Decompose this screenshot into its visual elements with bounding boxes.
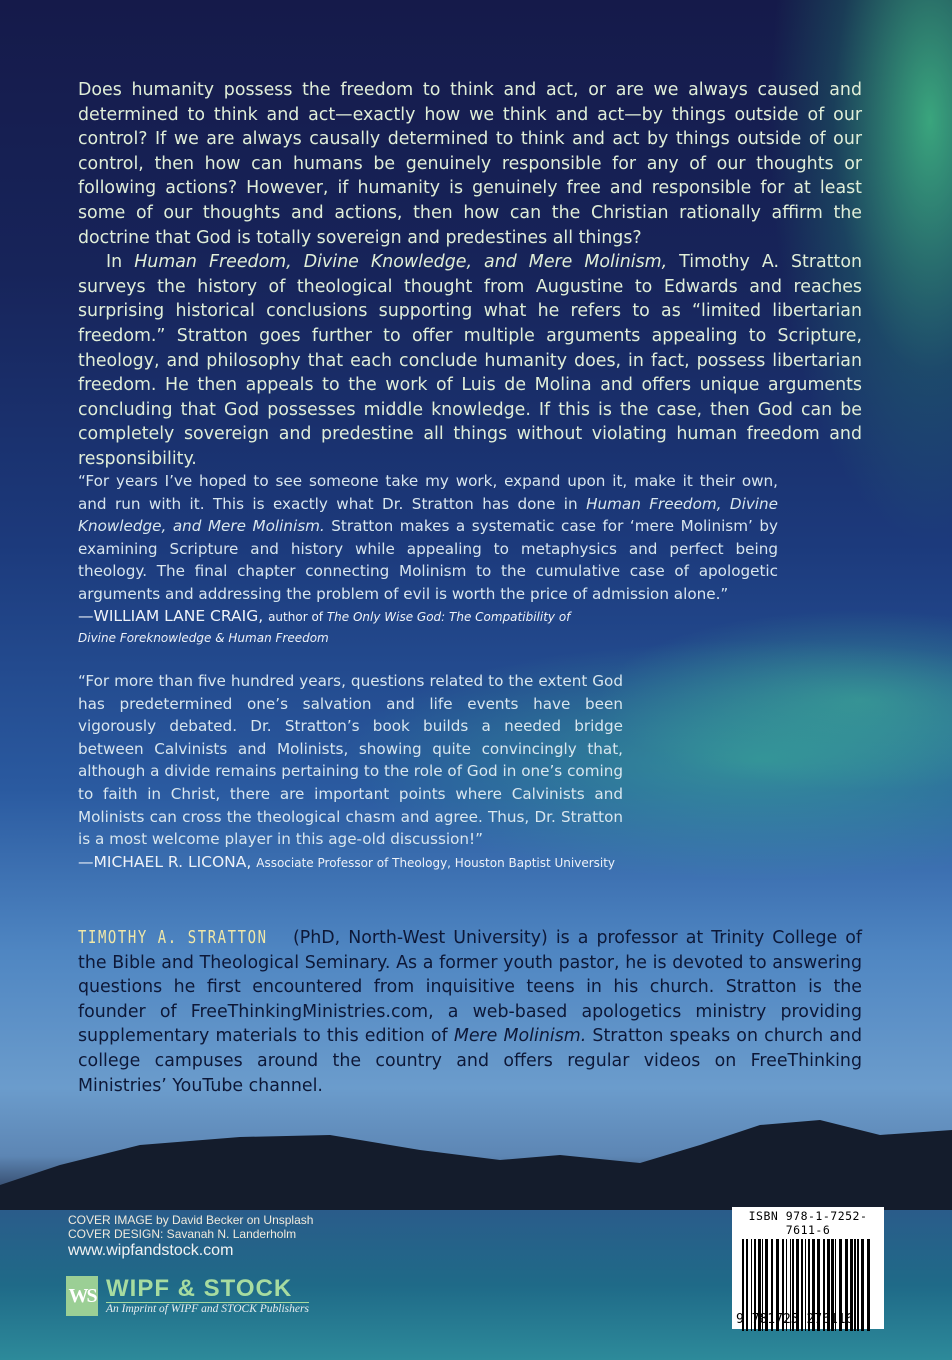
author-name: TIMOTHY A. STRATTON	[78, 928, 268, 948]
publisher-name: WIPF & STOCK	[106, 1276, 309, 1303]
bio-text: Stratton speaks on church and college campuses around the country and offers regular videos on FreeThinking Ministries’ YouTube channel.	[78, 1026, 862, 1096]
endorser-name: —WILLIAM LANE CRAIG,	[78, 606, 264, 625]
endorsement-licona	[78, 670, 623, 874]
endorser-role: Associate Professor of Theology, Houston Baptist University	[256, 855, 616, 870]
mountain-silhouette	[0, 1115, 952, 1215]
author-bio	[78, 926, 862, 1098]
text: Timothy A. Stratton surveys the history of theological thought from Augustine to Edwards and reaches surprising historical conclusions supporting what he refers to as “limited libertarian freedom.” Stratton goes further to offer multiple arguments appealing to Scripture, theology, and philosophy that each conclude humanity does, in fact, possess libertarian freedom. He then appeals to the work of Luis de Molina and offers unique arguments concluding that God possesses middle knowledge. If this is the case, then God can be completely sovereign and predestine all things without violating human freedom and responsibility.	[78, 252, 862, 469]
book-title: Human Freedom, Divine Knowledge, and Mere Molinism,	[134, 252, 668, 273]
ws-logo-icon: WS	[66, 1276, 98, 1316]
isbn-label: ISBN 978-1-7252-7611-6	[748, 1209, 868, 1237]
endorser-name: —MICHAEL R. LICONA,	[78, 852, 252, 871]
book-title: Human Freedom, Divine Knowledge, and Mere Molinism.	[78, 494, 778, 536]
publisher-url[interactable]: www.wipfandstock.com	[68, 1242, 234, 1259]
publisher-logo	[66, 1276, 309, 1316]
blurb-paragraph-2	[78, 250, 862, 471]
endorser-role: author of	[268, 609, 327, 624]
publisher-tagline: An Imprint of WIPF and STOCK Publishers	[106, 1303, 309, 1315]
cover-image-credit: COVER IMAGE by David Becker on Unsplash	[68, 1213, 314, 1227]
blurb	[78, 78, 862, 472]
barcode-digits: 9 781725 276116	[736, 1312, 854, 1327]
quote-text: Stratton makes a systematic case for ‘mere Molinism’ by examining Scripture and history while appealing to metaphysics and perfect being theology. The final chapter connecting Molinism to the cumulative case of apologetic arguments and addressing the problem of evil is worth the price of admission alone.”	[78, 517, 778, 603]
quote-text: “For years I’ve hoped to see someone take my work, expand upon it, make it their own, and run with it. This is exactly what Dr. Stratton has done in	[78, 472, 778, 513]
book-title: Mere Molinism.	[453, 1026, 587, 1047]
text: In	[106, 252, 135, 273]
barcode	[732, 1207, 884, 1329]
bio-text: (PhD, North-West University) is a professor at Trinity College of the Bible and Theological Seminary. As a former youth pastor, he is devoted to answering questions he first encountered from inquisitive teens in his church. Stratton is the founder of FreeThinkingMinistries.com, a web-based apologetics ministry providing supplementary materials to this edition of	[78, 928, 862, 1047]
blurb-paragraph-1: Does humanity possess the freedom to think and act, or are we always caused and determined to think and act—exactly how we think and act—by things outside of our control? If we are always causally determined to think and act by things outside of our control, then how can humans be genuinely responsible for any of our thoughts or following actions? However, if humanity is genuinely free and responsible for at least some of our thoughts and actions, then how can the Christian rationally affirm the doctrine that God is totally sovereign and predestines all things?	[78, 80, 862, 248]
endorser-book: The Only Wise God: The Compatibility of Divine Foreknowledge & Human Freedom	[78, 609, 571, 645]
cover-credits	[68, 1213, 313, 1241]
quote-text: “For more than five hundred years, questions related to the extent God has predetermined one’s salvation and life events have been vigorously debated. Dr. Stratton’s book builds a needed bridge between Calvinists and Molinists, showing quite convincingly that, although a divide remains pertaining to the role of God in one’s coming to faith in Christ, there are important points where Calvinists and Molinists can cross the theological chasm and agree. Thus, Dr. Stratton is a most welcome player in this age-old discussion!”	[78, 672, 623, 849]
cover-design-credit: COVER DESIGN: Savanah N. Landerholm	[68, 1227, 297, 1241]
endorsement-craig	[78, 470, 778, 648]
